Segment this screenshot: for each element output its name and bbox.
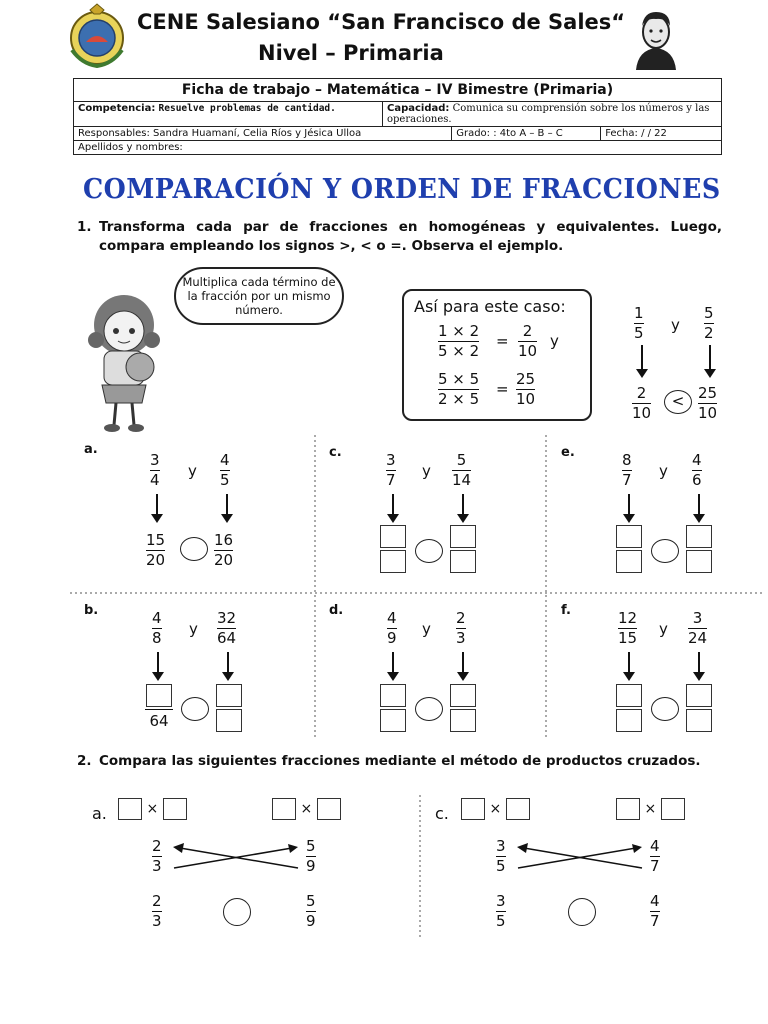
denominator-box[interactable]: [686, 709, 712, 732]
header-table: [73, 78, 722, 155]
denominator: 3: [152, 912, 162, 930]
numerator: 3: [150, 451, 160, 469]
school-name: CENE Salesiano “San Francisco de Sales“: [137, 10, 626, 34]
fraction-left: [387, 610, 397, 647]
competencia-value: Resuelve problemas de cantidad.: [158, 103, 336, 114]
fraction-left: [386, 452, 396, 489]
times-sign: ×: [300, 801, 313, 817]
down-arrows: [620, 494, 710, 524]
denominator-box[interactable]: [216, 709, 242, 732]
numerator: 5: [306, 837, 316, 855]
cross-arrows: [170, 842, 302, 872]
answer-fraction-right[interactable]: [686, 525, 712, 573]
denominator-box[interactable]: [380, 550, 406, 573]
comparison-circle[interactable]: [651, 697, 679, 721]
speech-bubble: Multiplica cada término de la fracción por un mismo número.: [174, 267, 344, 325]
numerator: 4: [650, 892, 660, 910]
numerator-box[interactable]: [686, 525, 712, 548]
denominator: 10: [516, 390, 536, 408]
denominator: 10: [518, 342, 538, 360]
denominator: 20: [146, 551, 166, 569]
question-1-number: 1.: [77, 219, 92, 235]
product-box[interactable]: [616, 798, 640, 820]
numerator: 32: [217, 609, 237, 627]
product-box[interactable]: [661, 798, 685, 820]
exercise-label: c.: [435, 804, 449, 823]
fraction-left: [150, 452, 160, 489]
denominator: 10: [632, 404, 652, 422]
example-case-box: [402, 289, 592, 421]
exercise-label: c.: [329, 445, 342, 460]
worksheet-title: COMPARACIÓN Y ORDEN DE FRACCIONES: [83, 174, 721, 205]
case-result-1: [518, 323, 537, 360]
exercise-label: a.: [92, 804, 107, 823]
case-fraction-2: [438, 371, 479, 408]
question-1-text: Transforma cada par de fracciones en homogéneas y equivalentes. Luego, compara empleando los signos >, < o =. Observa el ejemplo.: [99, 219, 722, 254]
numerator: 16: [214, 531, 234, 549]
comparison-circle[interactable]: [181, 697, 209, 721]
ficha-title: Ficha de trabajo – Matemática – IV Bimestre (Primaria): [74, 79, 722, 102]
answer-fraction-left[interactable]: [145, 684, 173, 730]
y-connector: y: [659, 462, 668, 480]
vertical-divider: [418, 795, 422, 940]
answer-fraction-right[interactable]: [686, 684, 712, 732]
denominator: 5: [496, 857, 506, 875]
comparison-circle[interactable]: [180, 537, 208, 561]
numerator-box[interactable]: [450, 684, 476, 707]
numerator: 5: [456, 451, 467, 469]
denominator: 8: [152, 629, 162, 647]
fraction-right-repeat: [306, 893, 316, 930]
grado-cell: Grado: : 4to A – B – C: [452, 127, 601, 141]
example-arrows: [632, 345, 722, 379]
denominator: 2 × 5: [438, 390, 480, 408]
denominator: 5 × 2: [438, 342, 480, 360]
fraction-right: [217, 610, 236, 647]
fraction-right-repeat: [650, 893, 660, 930]
denominator: 9: [306, 857, 316, 875]
numerator: 4: [387, 609, 397, 627]
comparison-circle[interactable]: [415, 539, 443, 563]
numerator: 4: [692, 451, 702, 469]
denominator: 24: [688, 629, 708, 647]
numerator: 5: [306, 892, 316, 910]
equals-sign: =: [496, 380, 509, 398]
denominator: 7: [622, 471, 632, 489]
answer-fraction-right[interactable]: [216, 684, 242, 732]
denominator-box[interactable]: [380, 709, 406, 732]
comparison-circle[interactable]: [415, 697, 443, 721]
answer-fraction-left[interactable]: [380, 684, 406, 732]
competencia-cell: [74, 102, 383, 127]
capacidad-label: Capacidad:: [387, 103, 450, 114]
numerator: 15: [146, 531, 166, 549]
times-sign: ×: [146, 801, 159, 817]
numerator-box[interactable]: [380, 525, 406, 548]
responsables-cell: Responsables: Sandra Huamaní, Celia Ríos y Jésica Ulloa: [74, 127, 452, 141]
denominator: 7: [650, 857, 660, 875]
y-connector: y: [550, 332, 559, 350]
case-title: Así para este caso:: [414, 297, 566, 316]
equals-sign: =: [496, 332, 509, 350]
fraction-right: [456, 610, 466, 647]
fraction-right: [650, 838, 660, 875]
comparison-circle[interactable]: [651, 539, 679, 563]
apellidos-field[interactable]: Apellidos y nombres:: [74, 141, 722, 155]
comparison-circle[interactable]: [223, 898, 251, 926]
numerator: 2: [636, 384, 647, 402]
question-1: [77, 218, 722, 256]
down-arrows: [384, 494, 474, 524]
fraction-left-repeat: [496, 893, 506, 930]
capacidad-cell: [383, 102, 722, 127]
fraction-left: [618, 610, 637, 647]
school-level: Nivel – Primaria: [258, 41, 444, 65]
result-left: [146, 532, 165, 569]
denominator: 4: [150, 471, 160, 489]
numerator-box[interactable]: [616, 684, 642, 707]
y-connector: y: [422, 462, 431, 480]
times-sign: ×: [489, 801, 502, 817]
numerator: 2: [522, 322, 533, 340]
example-sign-circle: <: [664, 390, 692, 414]
example-fraction-2: [704, 305, 714, 342]
denominator: 5: [634, 324, 644, 342]
numerator-box[interactable]: [380, 684, 406, 707]
numerator-box[interactable]: [450, 525, 476, 548]
capacidad-value: Comunica su comprensión sobre los números y las operaciones.: [387, 103, 710, 125]
product-box[interactable]: [118, 798, 142, 820]
denominator: 3: [456, 629, 466, 647]
denominator-box[interactable]: [616, 709, 642, 732]
product-left: [118, 798, 187, 820]
down-arrows: [384, 652, 474, 682]
numerator: 1: [634, 304, 644, 322]
comparison-circle[interactable]: [568, 898, 596, 926]
numerator: 3: [386, 451, 396, 469]
fraction-left-repeat: [152, 893, 162, 930]
case-fraction-1: [438, 323, 479, 360]
answer-fraction-left[interactable]: [616, 684, 642, 732]
fraction-right: [306, 838, 316, 875]
exercise-label: e.: [561, 445, 575, 460]
exercise-label: a.: [84, 442, 98, 457]
numerator: 2: [152, 892, 162, 910]
answer-fraction-right[interactable]: [450, 684, 476, 732]
fraction-right: [692, 452, 702, 489]
fraction-left: [152, 838, 162, 875]
competencia-label: Competencia:: [78, 103, 156, 114]
down-arrows: [148, 652, 238, 682]
numerator: 3: [692, 609, 703, 627]
product-right: [272, 798, 341, 820]
fraction-right: [688, 610, 707, 647]
product-box[interactable]: [317, 798, 341, 820]
product-right: [616, 798, 685, 820]
numerator: 25: [698, 384, 718, 402]
question-2-number: 2.: [77, 753, 92, 769]
numerator: 8: [622, 451, 632, 469]
denominator: 10: [698, 404, 718, 422]
denominator: 15: [618, 629, 638, 647]
numerator-box[interactable]: [616, 525, 642, 548]
answer-fraction-left[interactable]: [380, 525, 406, 573]
numerator: 12: [618, 609, 638, 627]
fecha-cell: Fecha: / / 22: [601, 127, 722, 141]
denominator: 9: [387, 629, 397, 647]
fraction-right: [452, 452, 471, 489]
product-box[interactable]: [506, 798, 530, 820]
denominator: 5: [220, 471, 230, 489]
numerator: 2: [456, 609, 466, 627]
numerator: 4: [152, 609, 162, 627]
girl-illustration: [76, 285, 172, 435]
numerator: 3: [496, 837, 506, 855]
numerator: 2: [152, 837, 162, 855]
numerator: 5: [704, 304, 714, 322]
result-right: [214, 532, 233, 569]
exercise-label: d.: [329, 603, 344, 618]
product-left: [461, 798, 530, 820]
fraction-right: [220, 452, 230, 489]
question-2-text: Compara las siguientes fracciones mediante el método de productos cruzados.: [99, 753, 701, 769]
y-connector: y: [671, 316, 680, 334]
times-sign: ×: [644, 801, 657, 817]
denominator: 64: [217, 629, 237, 647]
fraction-left: [496, 838, 506, 875]
denominator: 9: [306, 912, 316, 930]
product-box[interactable]: [163, 798, 187, 820]
case-result-2: [516, 371, 535, 408]
y-connector: y: [422, 620, 431, 638]
numerator: 5 × 5: [438, 370, 480, 388]
product-box[interactable]: [461, 798, 485, 820]
given-denominator: 64: [149, 712, 169, 730]
denominator: 3: [152, 857, 162, 875]
numerator: 3: [496, 892, 506, 910]
denominator-box[interactable]: [616, 550, 642, 573]
denominator: 2: [704, 324, 714, 342]
denominator-box[interactable]: [686, 550, 712, 573]
example-fraction-1: [634, 305, 644, 342]
example-result-2: [698, 385, 717, 422]
school-crest-logo: [62, 2, 132, 72]
fraction-left: [622, 452, 632, 489]
numerator-box[interactable]: [686, 684, 712, 707]
numerator: 25: [516, 370, 536, 388]
cross-arrows: [514, 842, 646, 872]
denominator: 5: [496, 912, 506, 930]
numerator: 4: [650, 837, 660, 855]
denominator: 7: [386, 471, 396, 489]
down-arrows: [148, 494, 238, 524]
down-arrows: [620, 652, 710, 682]
numerator-box[interactable]: [146, 684, 172, 707]
denominator: 14: [452, 471, 472, 489]
denominator: 20: [214, 551, 234, 569]
y-connector: y: [189, 620, 198, 638]
denominator-box[interactable]: [450, 709, 476, 732]
don-bosco-portrait: [630, 6, 682, 70]
exercise-label: b.: [84, 603, 99, 618]
exercise-label: f.: [561, 603, 571, 618]
fraction-left: [152, 610, 162, 647]
answer-fraction-right[interactable]: [450, 525, 476, 573]
y-connector: y: [659, 620, 668, 638]
product-box[interactable]: [272, 798, 296, 820]
example-result-1: [632, 385, 651, 422]
denominator: 6: [692, 471, 702, 489]
y-connector: y: [188, 462, 197, 480]
question-2: [77, 752, 722, 771]
numerator: 1 × 2: [438, 322, 480, 340]
answer-fraction-left[interactable]: [616, 525, 642, 573]
denominator: 7: [650, 912, 660, 930]
numerator-box[interactable]: [216, 684, 242, 707]
denominator-box[interactable]: [450, 550, 476, 573]
numerator: 4: [220, 451, 230, 469]
